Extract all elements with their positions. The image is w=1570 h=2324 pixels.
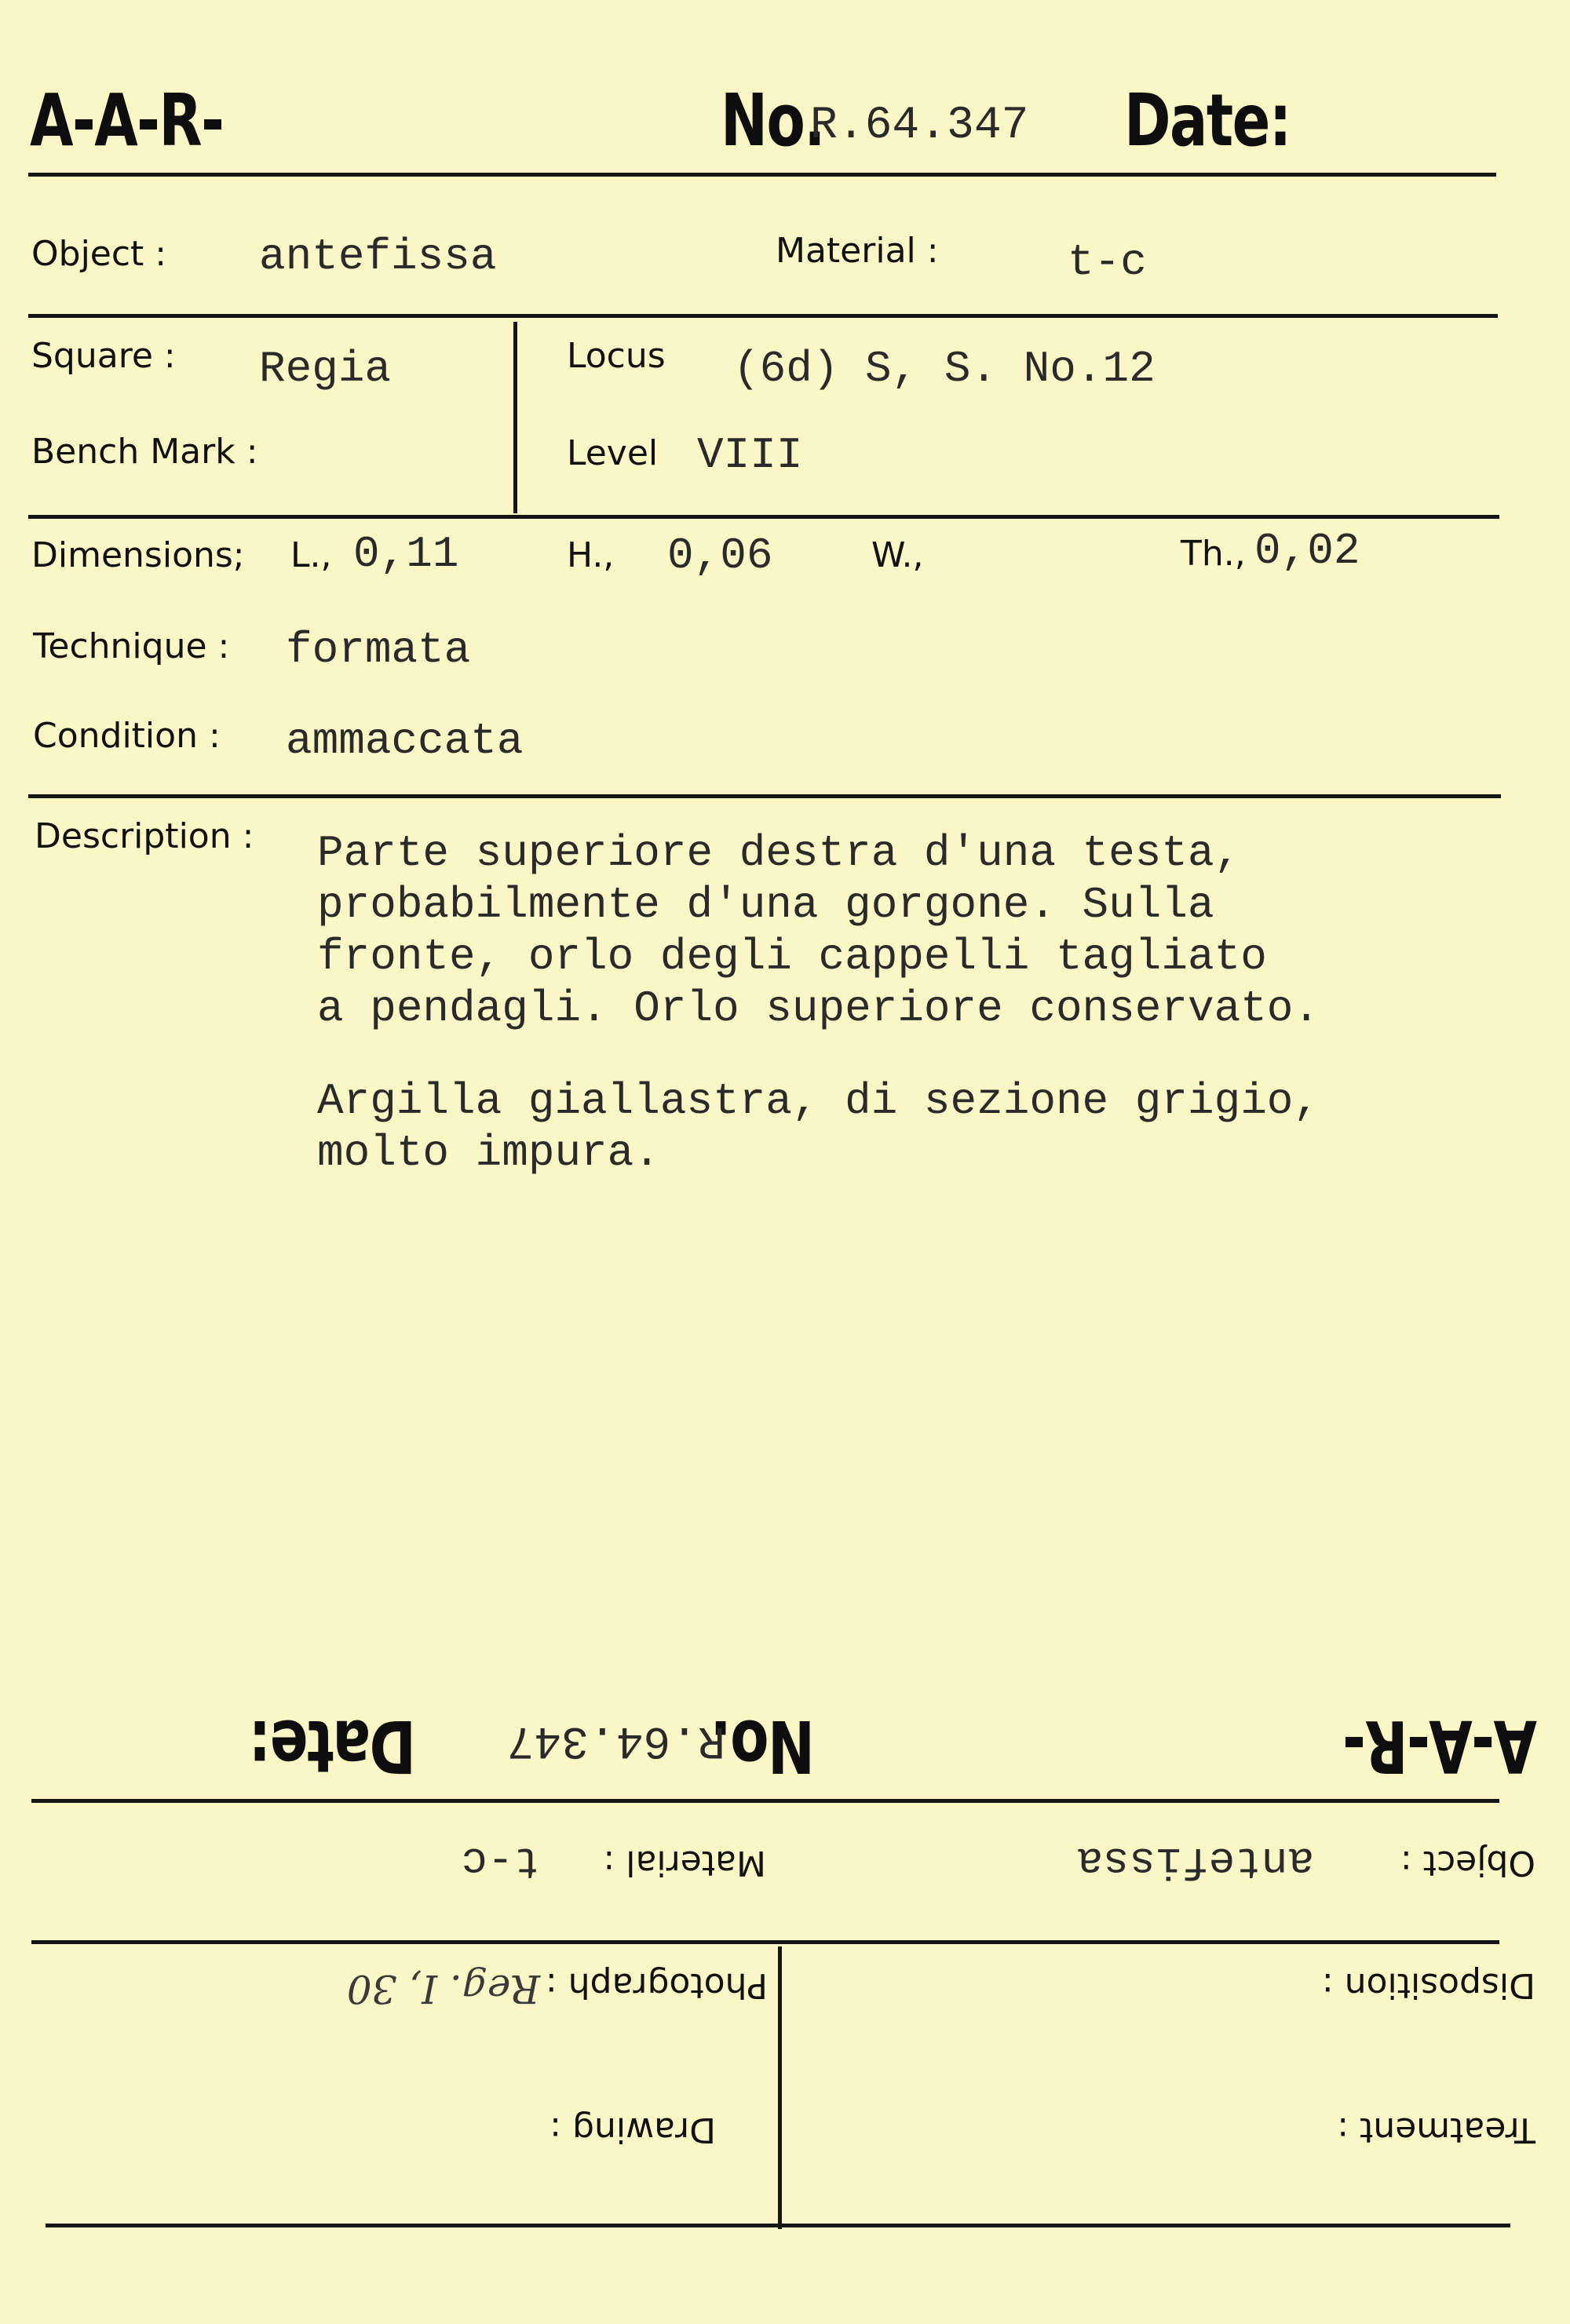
inverted-footer xyxy=(0,1680,1570,2324)
description-line: probabilmente d'una gorgone. Sulla xyxy=(317,880,1214,930)
rule-square xyxy=(28,515,1499,519)
footer-number-value: R.64.347 xyxy=(506,1714,725,1765)
number-label: No. xyxy=(721,78,824,162)
footer-rule-object xyxy=(31,1940,1499,1944)
description-label: Description : xyxy=(35,816,254,856)
number-value: R.64.347 xyxy=(810,100,1029,151)
square-value: Regia xyxy=(259,344,392,394)
thickness-value: 0,02 xyxy=(1254,526,1360,576)
drawing-label: Drawing : xyxy=(550,2110,716,2150)
treatment-label: Treatment : xyxy=(1337,2110,1535,2150)
footer-divider xyxy=(778,1946,782,2229)
footer-material-label: Material : xyxy=(603,1843,766,1883)
dimensions-label: Dimensions; xyxy=(31,535,245,575)
description-line: a pendagli. Orlo superiore conservato. xyxy=(317,983,1320,1034)
footer-title: A-A-R- xyxy=(1343,1704,1537,1788)
square-divider xyxy=(513,322,517,513)
width-label: W., xyxy=(871,535,924,575)
description-line: molto impura. xyxy=(317,1128,660,1178)
length-label: L., xyxy=(290,535,332,575)
photograph-label: Photograph : xyxy=(545,1965,768,2005)
date-label: Date: xyxy=(1124,78,1291,162)
footer-rule-header xyxy=(31,1799,1499,1803)
footer-object-label: Object : xyxy=(1400,1843,1535,1883)
locus-label: Locus xyxy=(567,336,666,376)
object-value: antefissa xyxy=(259,232,497,282)
square-label: Square : xyxy=(31,336,176,376)
description-line: Parte superiore destra d'una testa, xyxy=(317,828,1241,878)
rule-condition xyxy=(28,794,1501,798)
technique-label: Technique : xyxy=(33,626,230,666)
rule-header xyxy=(28,173,1496,177)
material-label: Material : xyxy=(776,231,939,271)
footer-number-label: No. xyxy=(711,1704,815,1788)
rule-object xyxy=(28,314,1498,318)
object-label: Object : xyxy=(31,234,167,274)
footer-date-label: Date: xyxy=(250,1704,416,1788)
footer-rule-bottom xyxy=(46,2224,1510,2227)
material-value: t-c xyxy=(1068,237,1147,287)
footer-object-value: antefissa xyxy=(1076,1836,1314,1886)
technique-value: formata xyxy=(286,625,471,675)
condition-value: ammaccata xyxy=(286,716,524,766)
disposition-label: Disposition : xyxy=(1321,1965,1535,2005)
condition-label: Condition : xyxy=(33,716,221,756)
footer-material-value: t-c xyxy=(461,1836,540,1886)
photograph-value: Reg. I, 30 xyxy=(346,1966,540,2012)
description-line: Argilla giallastra, di sezione grigio, xyxy=(317,1076,1320,1126)
description-text xyxy=(317,827,1320,1179)
level-value: VIII xyxy=(697,430,803,480)
thickness-label: Th., xyxy=(1181,534,1246,574)
description-line: fronte, orlo degli cappelli tagliato xyxy=(317,932,1267,982)
height-value: 0,06 xyxy=(667,531,773,581)
length-value: 0,11 xyxy=(353,529,459,579)
level-label: Level xyxy=(567,433,659,473)
card-title: A-A-R- xyxy=(30,78,224,162)
locus-value: (6d) S, S. No.12 xyxy=(733,344,1156,394)
bench-mark-label: Bench Mark : xyxy=(31,432,258,472)
height-label: H., xyxy=(567,535,615,575)
